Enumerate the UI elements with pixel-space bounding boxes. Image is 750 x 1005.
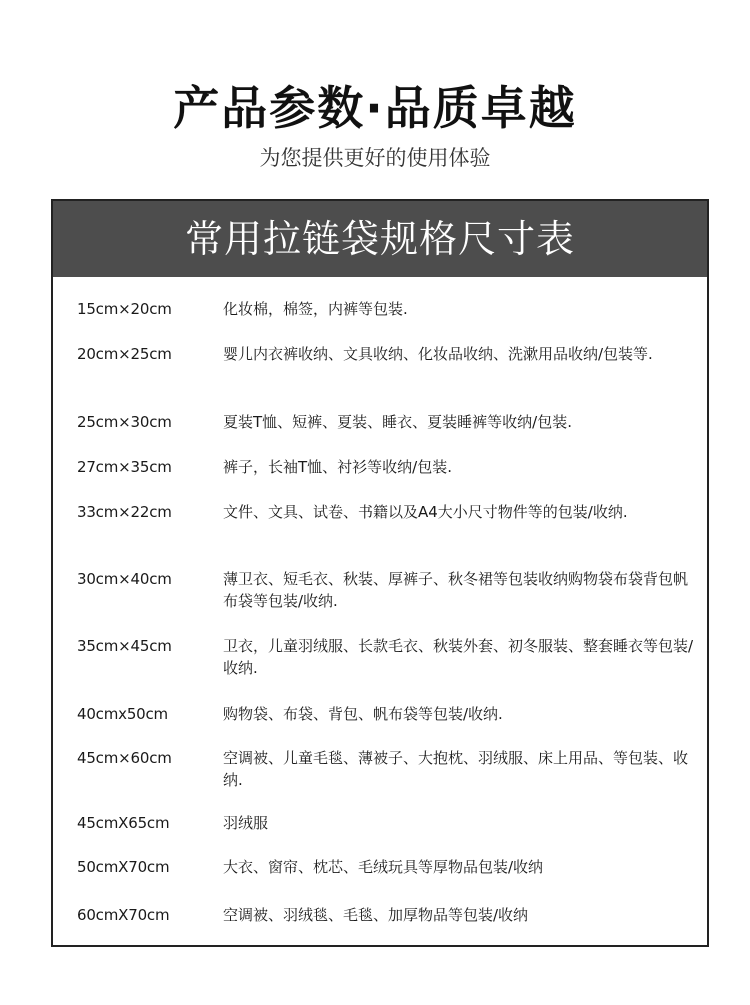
desc-cell: 卫衣，儿童羽绒服、长款毛衣、秋装外套、初冬服装、整套睡衣等包装/收纳. [223, 637, 694, 677]
desc-cell: 空调被、儿童毛毯、薄被子、大抱枕、羽绒服、床上用品、等包装、收纳. [223, 749, 689, 789]
desc-cell: 婴儿内衣裤收纳、文具收纳、化妆品收纳、洗漱用品收纳/包装等. [223, 345, 653, 363]
size-cell: 27cm×35cm [77, 458, 172, 476]
size-cell: 33cm×22cm [77, 503, 172, 521]
desc-cell: 文件、文具、试卷、书籍以及A4大小尺寸物件等的包装/收纳. [223, 503, 628, 521]
size-cell: 40cmx50cm [77, 705, 168, 723]
desc-cell: 购物袋、布袋、背包、帆布袋等包装/收纳. [223, 705, 503, 723]
page-title: 产品参数·品质卓越 [173, 81, 577, 135]
size-cell: 30cm×40cm [77, 570, 172, 588]
size-cell: 35cm×45cm [77, 637, 172, 655]
size-table [51, 199, 709, 947]
desc-cell: 大衣、窗帘、枕芯、毛绒玩具等厚物品包装/收纳 [223, 858, 544, 876]
desc-cell: 空调被、羽绒毯、毛毯、加厚物品等包装/收纳 [223, 906, 529, 924]
size-cell: 45cm×60cm [77, 749, 172, 767]
desc-cell: 羽绒服 [223, 814, 269, 832]
size-cell: 45cmX65cm [77, 814, 170, 832]
size-cell: 60cmX70cm [77, 906, 170, 924]
table-title: 常用拉链袋规格尺寸表 [53, 201, 707, 277]
desc-cell: 裤子，长袖T恤、衬衫等收纳/包装. [223, 458, 452, 476]
page-subtitle: 为您提供更好的使用体验 [259, 146, 491, 170]
size-cell: 15cm×20cm [77, 300, 172, 318]
desc-cell: 夏装T恤、短裤、夏装、睡衣、夏装睡裤等收纳/包装. [223, 413, 572, 431]
size-cell: 25cm×30cm [77, 413, 172, 431]
size-cell: 50cmX70cm [77, 858, 170, 876]
size-cell: 20cm×25cm [77, 345, 172, 363]
desc-cell: 薄卫衣、短毛衣、秋装、厚裤子、秋冬裙等包装收纳购物袋布袋背包帆布袋等包装/收纳. [223, 570, 689, 610]
desc-cell: 化妆棉，棉签，内裤等包装. [223, 300, 408, 318]
